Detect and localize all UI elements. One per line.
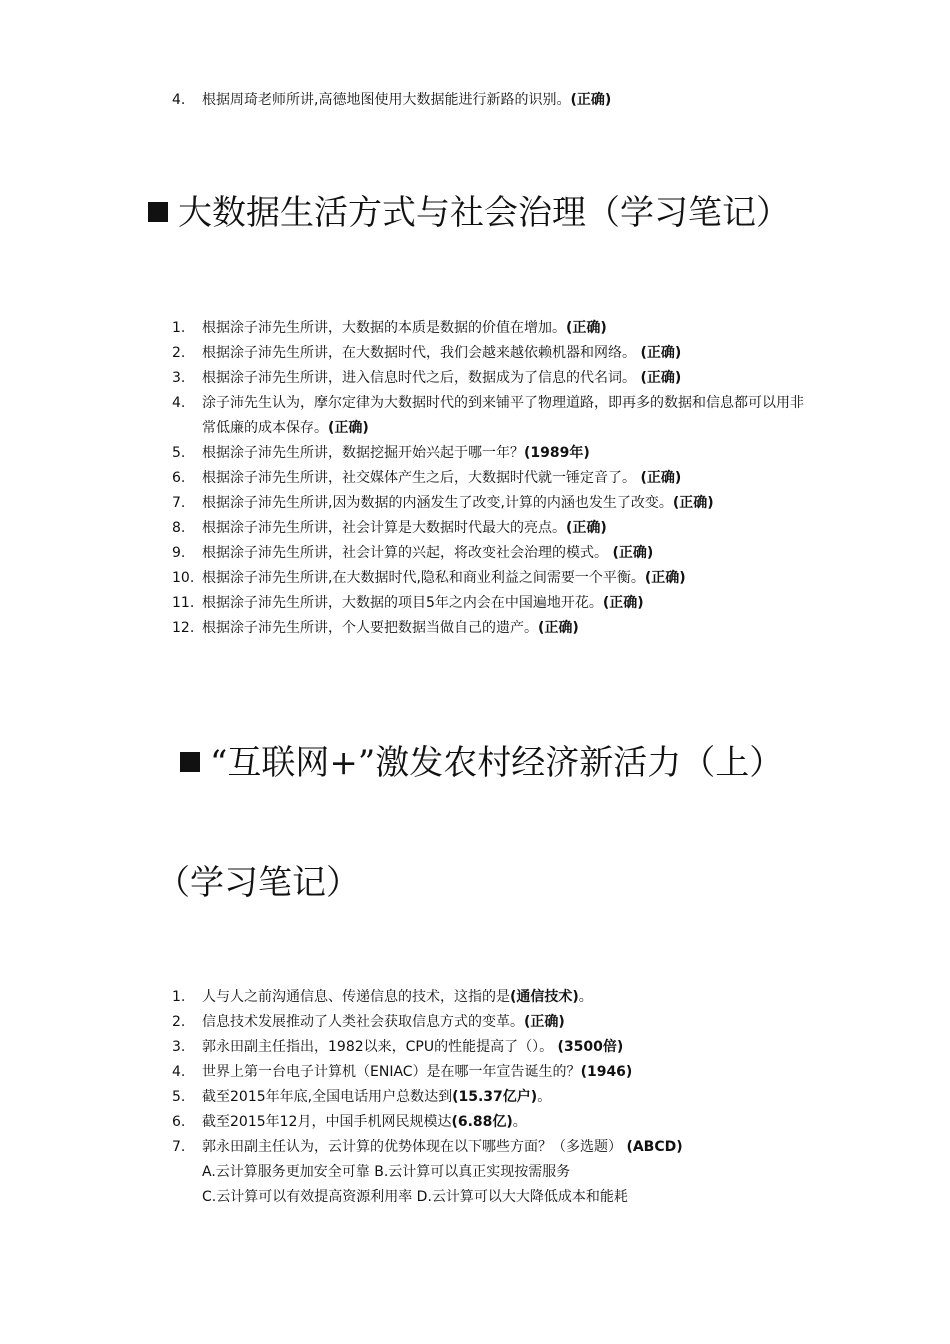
item-number: 8. (172, 520, 186, 536)
question-list-internet-plus (172, 985, 812, 1210)
list-item (172, 316, 812, 341)
square-bullet-icon (180, 752, 200, 772)
section-title-line2: （学习笔记） (156, 863, 360, 903)
item-text: 涂子沛先生认为，摩尔定律为大数据时代的到来铺平了物理道路，即再多的数据和信息都可以用非常低廉的成本保存。 (202, 395, 804, 436)
option-line: A.云计算服务更加安全可靠 B.云计算可以真正实现按需服务 (202, 1164, 571, 1180)
option-line: C.云计算可以有效提高资源利用率 D.云计算可以大大降低成本和能耗 (202, 1189, 628, 1205)
item-answer: (正确) (640, 370, 682, 386)
item-answer: (1946) (580, 1064, 633, 1080)
item-answer: (正确) (602, 595, 644, 611)
section-heading-internet-plus (180, 741, 783, 785)
item-answer: (6.88亿) (451, 1114, 513, 1130)
list-item (172, 1085, 812, 1110)
item-answer: (正确) (524, 1014, 565, 1030)
list-item (172, 441, 812, 466)
item-text: 根据涂子沛先生所讲,在大数据时代,隐私和商业利益之间需要一个平衡。 (202, 570, 645, 586)
list-item (172, 1110, 812, 1135)
item-answer: (正确) (640, 470, 682, 486)
item-number: 12. (172, 620, 195, 636)
square-bullet-icon (148, 202, 168, 222)
item-answer: (正确) (612, 545, 654, 561)
item-answer: (正确) (566, 520, 607, 536)
item-number: 4. (172, 395, 186, 411)
section-heading-subtitle (156, 861, 360, 905)
item-number: 2. (172, 1014, 186, 1030)
item-number: 7. (172, 1139, 186, 1155)
item-number: 1. (172, 320, 186, 336)
list-item (172, 1060, 812, 1085)
list-item (172, 985, 812, 1010)
item-text: 郭永田副主任认为，云计算的优势体现在以下哪些方面？（多选题） (202, 1139, 627, 1155)
item-answer: (正确) (538, 620, 579, 636)
section-heading-big-data (148, 191, 790, 235)
item-text: 截至2015年12月，中国手机网民规模达 (202, 1114, 452, 1130)
item-text: 人与人之前沟通信息、传递信息的技术，这指的是 (202, 989, 510, 1005)
list-item (172, 391, 812, 441)
item-answer: (正确) (570, 92, 612, 108)
item-number: 4. (172, 1064, 186, 1080)
item-number: 11. (172, 595, 195, 611)
list-item (172, 566, 812, 591)
item-suffix: 。 (537, 1089, 552, 1105)
list-item (172, 616, 812, 641)
item-answer: (正确) (672, 495, 714, 511)
top-question-list (172, 88, 812, 113)
list-item (172, 466, 812, 491)
item-text: 世界上第一台电子计算机（ENIAC）是在哪一年宣告诞生的？ (202, 1064, 581, 1080)
list-item (172, 516, 812, 541)
item-number: 5. (172, 1089, 186, 1105)
list-item (172, 341, 812, 366)
item-text: 根据涂子沛先生所讲，社会计算的兴起，将改变社会治理的模式。 (202, 545, 613, 561)
item-answer: (15.37亿户) (452, 1089, 538, 1105)
item-text: 郭永田副主任指出，1982以来，CPU的性能提高了（）。 (202, 1039, 558, 1055)
list-item (172, 491, 812, 516)
list-item (172, 1135, 812, 1210)
item-number: 6. (172, 470, 186, 486)
item-text: 截至2015年年底,全国电话用户总数达到 (202, 1089, 453, 1105)
item-suffix: 。 (578, 989, 593, 1005)
item-suffix: 。 (512, 1114, 527, 1130)
question-list-big-data (172, 316, 812, 641)
item-answer: (正确) (566, 320, 607, 336)
list-item (172, 1010, 812, 1035)
item-text: 根据涂子沛先生所讲，个人要把数据当做自己的遗产。 (202, 620, 538, 636)
item-text: 根据涂子沛先生所讲，在大数据时代，我们会越来越依赖机器和网络。 (202, 345, 641, 361)
item-number: 1. (172, 989, 186, 1005)
item-answer: (通信技术) (510, 989, 579, 1005)
item-number: 4. (172, 92, 186, 108)
item-text: 根据涂子沛先生所讲，社会计算是大数据时代最大的亮点。 (202, 520, 566, 536)
section-title: 大数据生活方式与社会治理（学习笔记） (178, 193, 790, 233)
section-title: “互联网+”激发农村经济新活力（上） (210, 743, 784, 783)
item-answer: (3500倍) (557, 1039, 624, 1055)
item-text: 根据周琦老师所讲,高德地图使用大数据能进行新路的识别。 (202, 92, 571, 108)
item-answer: (正确) (328, 420, 369, 436)
list-item (172, 88, 812, 113)
item-text: 根据涂子沛先生所讲,因为数据的内涵发生了改变,计算的内涵也发生了改变。 (202, 495, 673, 511)
item-number: 3. (172, 370, 186, 386)
item-text: 根据涂子沛先生所讲，数据挖掘开始兴起于哪一年？ (202, 445, 524, 461)
item-number: 5. (172, 445, 186, 461)
item-answer: (正确) (640, 345, 682, 361)
item-number: 2. (172, 345, 186, 361)
item-number: 9. (172, 545, 186, 561)
item-answer: (ABCD) (626, 1139, 683, 1155)
list-item (172, 366, 812, 391)
list-item (172, 1035, 812, 1060)
item-text: 信息技术发展推动了人类社会获取信息方式的变革。 (202, 1014, 524, 1030)
item-number: 10. (172, 570, 195, 586)
item-answer: (正确) (644, 570, 686, 586)
item-number: 7. (172, 495, 186, 511)
item-number: 3. (172, 1039, 186, 1055)
item-text: 根据涂子沛先生所讲，大数据的本质是数据的价值在增加。 (202, 320, 566, 336)
item-text: 根据涂子沛先生所讲，社交媒体产生之后，大数据时代就一锤定音了。 (202, 470, 641, 486)
item-number: 6. (172, 1114, 186, 1130)
item-answer: (1989年) (524, 445, 590, 461)
item-text: 根据涂子沛先生所讲，大数据的项目5年之内会在中国遍地开花。 (202, 595, 603, 611)
list-item (172, 591, 812, 616)
item-text: 根据涂子沛先生所讲，进入信息时代之后，数据成为了信息的代名词。 (202, 370, 641, 386)
list-item (172, 541, 812, 566)
